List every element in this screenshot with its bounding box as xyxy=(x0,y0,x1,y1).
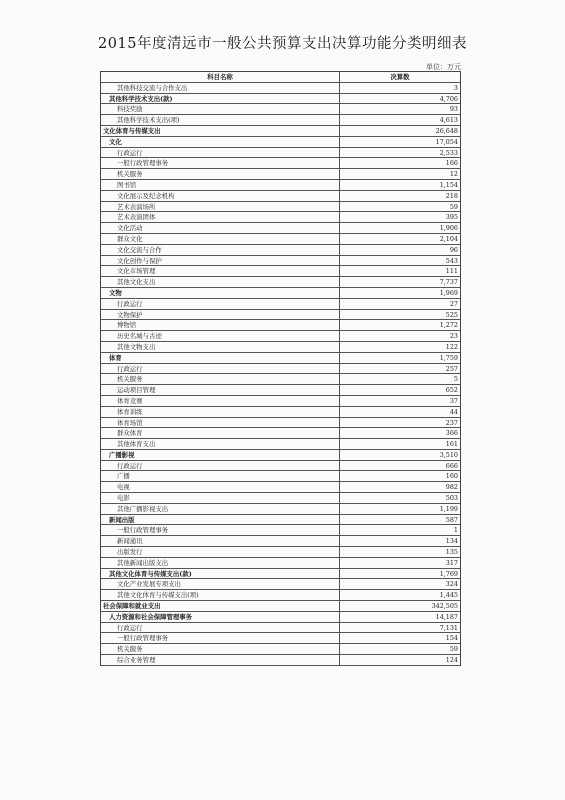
row-final-amount: 166 xyxy=(445,159,458,168)
row-final-amount: 342,505 xyxy=(431,602,458,611)
row-final-amount: 135 xyxy=(445,548,458,557)
row-subject-name: 群众文化 xyxy=(101,234,340,244)
row-subject-name: 一般行政管理事务 xyxy=(101,525,340,535)
row-subject-name: 社会保障和就业支出 xyxy=(101,601,340,611)
row-final-amount: 366 xyxy=(445,429,458,438)
table-row xyxy=(101,223,460,234)
row-subject-name: 其他新闻出版支出 xyxy=(101,558,340,568)
table-row xyxy=(101,590,460,601)
row-subject-name: 历史名城与古迹 xyxy=(101,331,340,341)
row-final-amount: 3 xyxy=(453,83,458,92)
header-final-amount: 决算数 xyxy=(390,73,410,81)
table-row xyxy=(101,353,460,364)
row-final-amount: 257 xyxy=(445,364,458,373)
row-subject-name: 其他文化体育与传媒支出(项) xyxy=(101,590,340,600)
table-row xyxy=(101,256,460,267)
row-final-amount: 93 xyxy=(449,105,458,114)
row-subject-name: 机关服务 xyxy=(101,644,340,654)
table-row xyxy=(101,515,460,526)
table-header-row xyxy=(101,72,460,83)
table-row xyxy=(101,320,460,331)
row-subject-name: 体育 xyxy=(101,353,340,363)
row-final-amount: 124 xyxy=(445,656,458,665)
table-row xyxy=(101,94,460,105)
table-row xyxy=(101,493,460,504)
row-final-amount: 1,906 xyxy=(439,224,458,233)
page-title: 2015年度清远市一般公共预算支出决算功能分类明细表 xyxy=(98,36,467,52)
row-final-amount: 134 xyxy=(445,537,458,546)
row-final-amount: 4,613 xyxy=(439,116,458,125)
table-row xyxy=(101,407,460,418)
table-row xyxy=(101,202,460,213)
table-row xyxy=(101,504,460,515)
row-subject-name: 文化体育与传媒支出 xyxy=(101,126,340,136)
table-row xyxy=(101,180,460,191)
row-final-amount: 96 xyxy=(449,245,458,254)
row-final-amount: 503 xyxy=(445,494,458,503)
row-subject-name: 新闻出版 xyxy=(101,515,340,525)
table-row xyxy=(101,482,460,493)
row-subject-name: 行政运行 xyxy=(101,461,340,471)
table-row xyxy=(101,525,460,536)
row-final-amount: 666 xyxy=(445,461,458,470)
row-final-amount: 1,769 xyxy=(439,569,458,578)
table-row xyxy=(101,439,460,450)
row-subject-name: 机关服务 xyxy=(101,374,340,384)
row-final-amount: 1,759 xyxy=(439,353,458,362)
table-row xyxy=(101,191,460,202)
table-row xyxy=(101,277,460,288)
row-final-amount: 1,199 xyxy=(439,504,458,513)
table-row xyxy=(101,104,460,115)
row-subject-name: 文物保护 xyxy=(101,310,340,320)
row-final-amount: 59 xyxy=(449,202,458,211)
row-subject-name: 新闻通讯 xyxy=(101,536,340,546)
row-subject-name: 电影 xyxy=(101,493,340,503)
row-subject-name: 一般行政管理事务 xyxy=(101,633,340,643)
table-row xyxy=(101,385,460,396)
row-subject-name: 其他体育支出 xyxy=(101,439,340,449)
row-final-amount: 1,154 xyxy=(439,180,458,189)
row-subject-name: 行政运行 xyxy=(101,148,340,158)
table-row xyxy=(101,245,460,256)
row-final-amount: 237 xyxy=(445,418,458,427)
table-row xyxy=(101,299,460,310)
row-subject-name: 图书馆 xyxy=(101,180,340,190)
table-row xyxy=(101,158,460,169)
row-subject-name: 广播影视 xyxy=(101,450,340,460)
table-row xyxy=(101,655,460,666)
row-subject-name: 运动项目管理 xyxy=(101,385,340,395)
row-subject-name: 其他科学技术支出(款) xyxy=(101,94,340,104)
table-row xyxy=(101,644,460,655)
table-row xyxy=(101,569,460,580)
table-row xyxy=(101,212,460,223)
table-row xyxy=(101,126,460,137)
row-subject-name: 文化产业发展专项支出 xyxy=(101,579,340,589)
row-final-amount: 17,054 xyxy=(435,137,458,146)
row-final-amount: 2,104 xyxy=(439,234,458,243)
table-row xyxy=(101,396,460,407)
row-subject-name: 其他广播影视支出 xyxy=(101,504,340,514)
table-body xyxy=(101,83,460,666)
table-row xyxy=(101,288,460,299)
table-row xyxy=(101,623,460,634)
table-row xyxy=(101,364,460,375)
table-row xyxy=(101,579,460,590)
row-final-amount: 1,272 xyxy=(439,321,458,330)
row-subject-name: 综合业务管理 xyxy=(101,655,340,665)
row-final-amount: 122 xyxy=(445,342,458,351)
row-final-amount: 160 xyxy=(445,472,458,481)
row-subject-name: 其他文化支出 xyxy=(101,277,340,287)
row-subject-name: 体育竞赛 xyxy=(101,396,340,406)
row-subject-name: 电视 xyxy=(101,482,340,492)
row-subject-name: 行政运行 xyxy=(101,299,340,309)
row-subject-name: 行政运行 xyxy=(101,623,340,633)
row-final-amount: 5 xyxy=(453,375,458,384)
row-subject-name: 其他文化体育与传媒支出(款) xyxy=(101,569,340,579)
row-subject-name: 文化 xyxy=(101,137,340,147)
header-subject-name: 科目名称 xyxy=(101,72,340,82)
row-subject-name: 人力资源和社会保障管理事务 xyxy=(101,612,340,622)
budget-table xyxy=(100,71,461,666)
row-final-amount: 7,131 xyxy=(439,623,458,632)
row-final-amount: 27 xyxy=(449,299,458,308)
row-final-amount: 652 xyxy=(445,386,458,395)
row-subject-name: 艺术表演场所 xyxy=(101,202,340,212)
table-row xyxy=(101,148,460,159)
row-final-amount: 44 xyxy=(449,407,458,416)
row-subject-name: 博物馆 xyxy=(101,320,340,330)
table-row xyxy=(101,547,460,558)
row-final-amount: 587 xyxy=(445,515,458,524)
row-final-amount: 1,969 xyxy=(439,288,458,297)
row-subject-name: 体育场馆 xyxy=(101,418,340,428)
row-final-amount: 543 xyxy=(445,256,458,265)
row-subject-name: 艺术表演团体 xyxy=(101,212,340,222)
row-subject-name: 其他科学技术支出(项) xyxy=(101,115,340,125)
row-subject-name: 其他科技交流与合作支出 xyxy=(101,83,340,93)
row-subject-name: 文物 xyxy=(101,288,340,298)
row-subject-name: 群众体育 xyxy=(101,428,340,438)
row-final-amount: 14,187 xyxy=(435,612,458,621)
row-final-amount: 12 xyxy=(449,170,458,179)
row-subject-name: 广播 xyxy=(101,471,340,481)
table-row xyxy=(101,418,460,429)
row-final-amount: 26,648 xyxy=(435,126,458,135)
row-final-amount: 111 xyxy=(445,267,458,276)
row-subject-name: 体育训练 xyxy=(101,407,340,417)
row-subject-name: 科技奖励 xyxy=(101,104,340,114)
table-row xyxy=(101,137,460,148)
row-subject-name: 文化交流与合作 xyxy=(101,245,340,255)
row-final-amount: 324 xyxy=(445,580,458,589)
table-row xyxy=(101,612,460,623)
row-final-amount: 982 xyxy=(445,483,458,492)
table-row xyxy=(101,115,460,126)
row-subject-name: 出版发行 xyxy=(101,547,340,557)
table-row xyxy=(101,450,460,461)
table-row xyxy=(101,310,460,321)
table-row xyxy=(101,342,460,353)
table-row xyxy=(101,633,460,644)
row-subject-name: 文化创作与保护 xyxy=(101,256,340,266)
row-subject-name: 其他文物支出 xyxy=(101,342,340,352)
row-final-amount: 218 xyxy=(445,191,458,200)
row-subject-name: 文化展示及纪念机构 xyxy=(101,191,340,201)
table-row xyxy=(101,601,460,612)
row-subject-name: 一般行政管理事务 xyxy=(101,158,340,168)
table-row xyxy=(101,266,460,277)
row-final-amount: 23 xyxy=(449,332,458,341)
table-row xyxy=(101,428,460,439)
row-subject-name: 行政运行 xyxy=(101,364,340,374)
row-subject-name: 文化市场管理 xyxy=(101,266,340,276)
table-row xyxy=(101,83,460,94)
row-final-amount: 59 xyxy=(449,645,458,654)
row-subject-name: 机关服务 xyxy=(101,169,340,179)
unit-note: 单位：万元 xyxy=(426,63,461,71)
row-final-amount: 161 xyxy=(445,440,458,449)
table-row xyxy=(101,331,460,342)
table-row xyxy=(101,536,460,547)
table-row xyxy=(101,234,460,245)
row-final-amount: 3,510 xyxy=(439,450,458,459)
row-final-amount: 1,445 xyxy=(439,591,458,600)
row-subject-name: 文化活动 xyxy=(101,223,340,233)
row-final-amount: 154 xyxy=(445,634,458,643)
table-row xyxy=(101,169,460,180)
table-row xyxy=(101,558,460,569)
row-final-amount: 317 xyxy=(445,558,458,567)
row-final-amount: 7,737 xyxy=(439,278,458,287)
table-row xyxy=(101,374,460,385)
table-row xyxy=(101,461,460,472)
row-final-amount: 1 xyxy=(453,526,458,535)
row-final-amount: 2,533 xyxy=(439,148,458,157)
row-final-amount: 525 xyxy=(445,310,458,319)
row-final-amount: 4,706 xyxy=(439,94,458,103)
row-final-amount: 395 xyxy=(445,213,458,222)
row-final-amount: 37 xyxy=(449,396,458,405)
table-row xyxy=(101,471,460,482)
